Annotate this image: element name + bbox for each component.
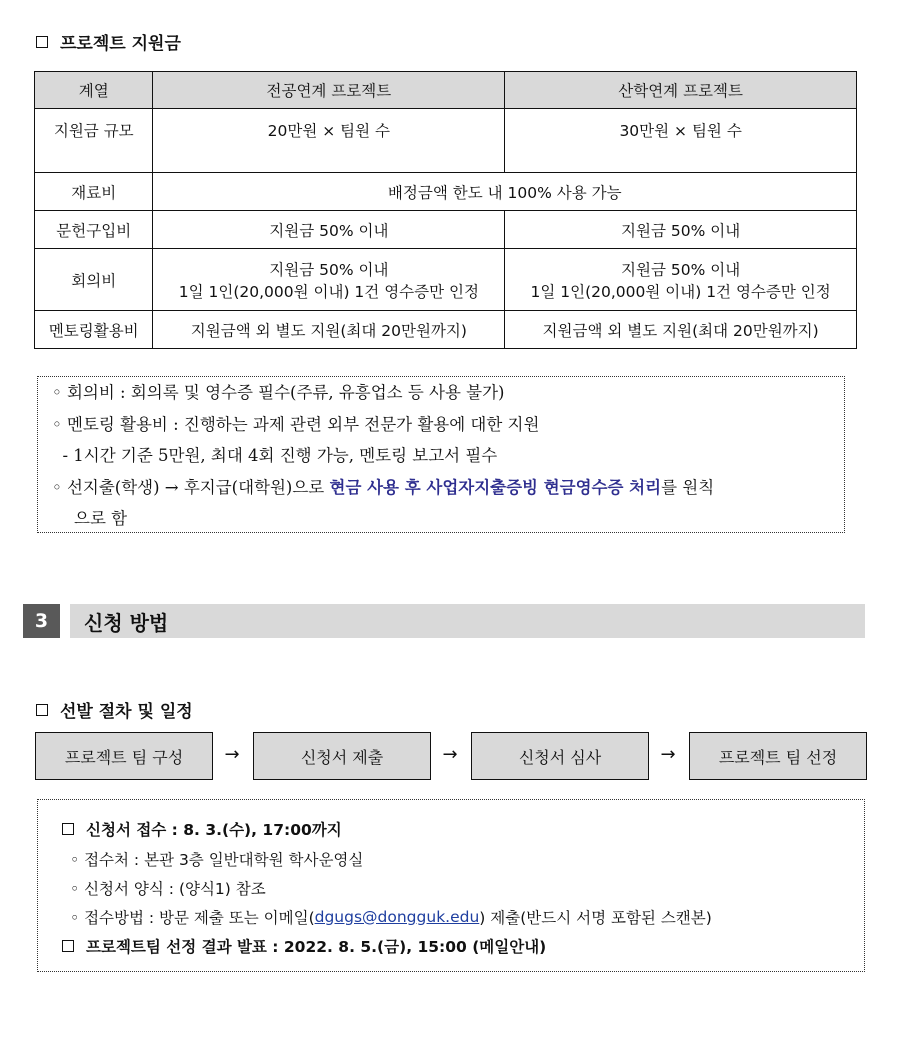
table-cell: 지원금 50% 이내 bbox=[505, 211, 857, 249]
flow-step-application-review: 신청서 심사 bbox=[471, 732, 649, 780]
table-cell: 지원금액 외 별도 지원(최대 20만원까지) bbox=[505, 311, 857, 349]
checkbox-square-icon bbox=[62, 940, 74, 952]
arrow-right-icon: → bbox=[224, 744, 240, 765]
email-link[interactable]: dgugs@dongguk.edu bbox=[314, 907, 480, 926]
note-text: ◦ 선지출(학생) → 후지급(대학원)으로 bbox=[52, 477, 330, 497]
note-line: - 1시간 기준 5만원, 최대 4회 진행 가능, 멘토링 보고서 필수 bbox=[52, 446, 498, 465]
section-3-title: 신청 방법 bbox=[70, 604, 865, 638]
note-emphasis-text: 현금 사용 후 사업자지출증빙 현금영수증 처리 bbox=[329, 477, 662, 497]
cell-line: 1일 1인(20,000원 이내) 1건 영수증만 인정 bbox=[178, 282, 479, 301]
heading-text: 프로젝트팀 선정 결과 발표 : 2022. 8. 5.(금), 15:00 (메일안내) bbox=[86, 938, 547, 956]
flow-step-application-submit: 신청서 제출 bbox=[253, 732, 431, 780]
section-3-title-bar bbox=[23, 604, 865, 638]
support-fund-table bbox=[34, 71, 857, 349]
checkbox-square-icon bbox=[36, 704, 48, 716]
cell-line: 지원금 50% 이내 bbox=[269, 260, 389, 279]
row-label: 회의비 bbox=[35, 249, 153, 311]
arrow-right-icon: → bbox=[660, 744, 676, 765]
list-item bbox=[70, 902, 864, 931]
header-category: 계열 bbox=[35, 72, 153, 109]
application-deadline-heading bbox=[62, 814, 864, 844]
item-text: ◦ 접수방법 : 방문 제출 또는 이메일( bbox=[70, 908, 315, 927]
checkbox-square-icon bbox=[62, 823, 74, 835]
flow-step-team-selection: 프로젝트 팀 선정 bbox=[689, 732, 867, 780]
table-cell: 지원금 50% 이내 bbox=[153, 211, 505, 249]
row-label: 지원금 규모 bbox=[35, 109, 153, 173]
row-label: 재료비 bbox=[35, 173, 153, 211]
table-cell: 배정금액 한도 내 100% 사용 가능 bbox=[153, 173, 857, 211]
table-cell: 30만원 × 팀원 수 bbox=[505, 109, 857, 173]
note-line: ◦ 회의비 : 회의록 및 영수증 필수(주류, 유흥업소 등 사용 불가) bbox=[52, 383, 505, 402]
result-announcement-heading bbox=[62, 931, 864, 961]
title-bar-gap bbox=[60, 604, 70, 638]
header-industry-project: 산학연계 프로젝트 bbox=[505, 72, 857, 109]
arrow-right-icon: → bbox=[442, 744, 458, 765]
notes-box-application bbox=[37, 799, 865, 972]
table-cell bbox=[505, 249, 857, 311]
table-header-row bbox=[35, 72, 857, 109]
table-cell: 20만원 × 팀원 수 bbox=[153, 109, 505, 173]
heading-text: 신청서 접수 : 8. 3.(수), 17:00까지 bbox=[86, 821, 342, 839]
row-label: 멘토링활용비 bbox=[35, 311, 153, 349]
table-row bbox=[35, 249, 857, 311]
section-title: 선발 절차 및 일정 bbox=[60, 702, 193, 722]
table-cell bbox=[153, 249, 505, 311]
note-line-emphasis bbox=[52, 472, 844, 504]
header-major-project: 전공연계 프로젝트 bbox=[153, 72, 505, 109]
section-heading-selection bbox=[36, 697, 193, 722]
table-row bbox=[35, 211, 857, 249]
table-row bbox=[35, 311, 857, 349]
list-item: ◦ 접수처 : 본관 3층 일반대학원 학사운영실 bbox=[70, 850, 364, 869]
table-cell: 지원금액 외 별도 지원(최대 20만원까지) bbox=[153, 311, 505, 349]
note-line: 으로 함 bbox=[74, 509, 128, 528]
table-row bbox=[35, 109, 857, 173]
row-label: 문헌구입비 bbox=[35, 211, 153, 249]
item-text: ) 제출(반드시 서명 포함된 스캔본) bbox=[479, 908, 712, 927]
note-text: 를 원칙 bbox=[661, 477, 715, 497]
section-heading-support bbox=[36, 29, 181, 54]
notes-box-support bbox=[37, 376, 845, 533]
section-title: 프로젝트 지원금 bbox=[60, 34, 181, 54]
cell-line: 지원금 50% 이내 bbox=[621, 260, 741, 279]
table-row bbox=[35, 173, 857, 211]
note-line: ◦ 멘토링 활용비 : 진행하는 과제 관련 외부 전문가 활용에 대한 지원 bbox=[52, 414, 540, 434]
list-item: ◦ 신청서 양식 : (양식1) 참조 bbox=[70, 879, 266, 898]
checkbox-square-icon bbox=[36, 36, 48, 48]
section-number: 3 bbox=[23, 604, 60, 638]
cell-line: 1일 1인(20,000원 이내) 1건 영수증만 인정 bbox=[530, 282, 831, 301]
flow-step-team-formation: 프로젝트 팀 구성 bbox=[35, 732, 213, 780]
